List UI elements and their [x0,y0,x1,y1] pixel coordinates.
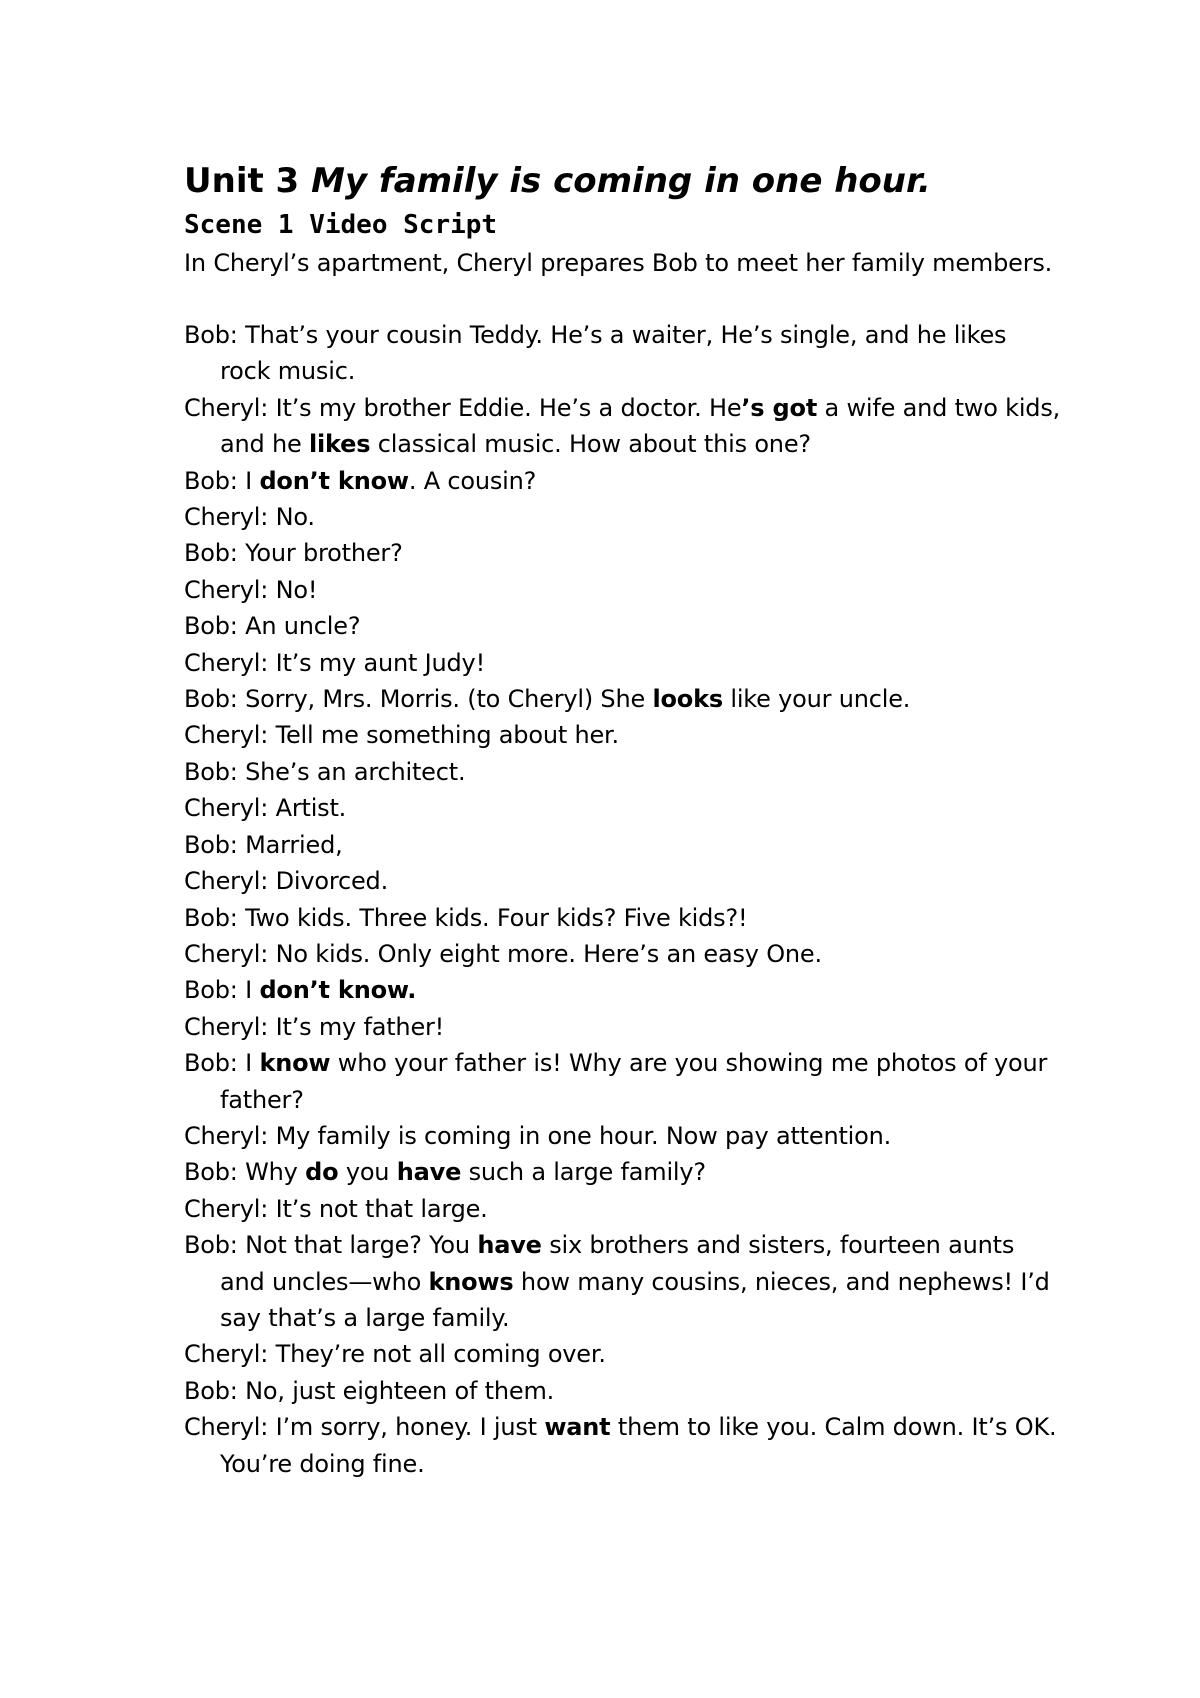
line-text: Two kids. Three kids. Four kids? Five kids?! [245,903,748,932]
line-text: No, just eighteen of them. [245,1376,555,1405]
line-text: An uncle? [245,612,361,641]
dialogue-line: Bob: She’s an architect. [184,757,466,786]
dialogue-line: Bob: Your brother? [184,539,403,568]
line-text: No. [275,503,315,532]
dialogue-line: Bob: Sorry, Mrs. Morris. (to Cheryl) She looks like your uncle. [184,685,911,714]
dialogue-line: Bob: An uncle? [184,612,361,641]
speaker-name: Bob [184,1049,230,1078]
dialogue-line: Cheryl: My family is coming in one hour. Now pay attention. [184,1121,892,1150]
line-text: Not that large? You [245,1231,478,1260]
emphasized-word: want [544,1413,611,1442]
script-page [184,157,1064,1482]
emphasized-word: have [477,1231,542,1260]
dialogue-line: Cheryl: Artist. [184,794,347,823]
dialogue-line: Bob: I don’t know. [184,976,417,1005]
speaker-name: Cheryl [184,648,261,677]
speaker-name: Cheryl [184,503,261,532]
line-text: It’s my brother Eddie. He’s a doctor. He [275,393,742,422]
line-text: who your father is! Why are you showing me photos of your father? [220,1049,1048,1114]
line-text: Tell me something about her. [275,721,619,750]
dialogue-line: Bob: I know who your father is! Why are you showing me photos of your father? [184,1049,1048,1114]
line-text: Divorced. [275,867,389,896]
speaker-name: Bob [184,757,230,786]
scene-subtitle: Scene 1 Video Script [184,210,498,240]
dialogue-line: Cheryl: It’s not that large. [184,1194,488,1223]
line-text: such a large family? [461,1158,706,1187]
speaker-name: Bob [184,1158,230,1187]
line-text: Artist. [275,794,347,823]
dialogue-line: Bob: That’s your cousin Teddy. He’s a waiter, He’s single, and he likes rock music. [184,321,1007,386]
speaker-name: Cheryl [184,794,261,823]
speaker-name: Cheryl [184,575,261,604]
line-text: a wife and two kids, and he [220,393,1061,459]
speaker-name: Bob [184,321,230,349]
line-text: I [245,1049,260,1078]
emphasized-word: have [396,1158,462,1187]
speaker-name: Cheryl [184,721,261,750]
dialogue-line: Cheryl: They’re not all coming over. [184,1340,606,1369]
line-text: Sorry, Mrs. Morris. (to Cheryl) She [245,685,653,714]
line-text: They’re not all coming over. [275,1340,606,1369]
speaker-name: Bob [184,466,230,495]
line-text: Why [245,1158,306,1187]
line-text: It’s not that large. [275,1194,488,1223]
dialogue-line: Cheryl: It’s my father! [184,1012,445,1041]
speaker-name: Bob [184,685,230,714]
emphasized-word: ’s got [741,393,818,422]
dialogue-line: Bob: Two kids. Three kids. Four kids? Five kids?! [184,903,748,932]
speaker-name: Bob [184,539,230,568]
scene-intro: In Cheryl’s apartment, Cheryl prepares Bob to meet her family members. [184,249,1053,277]
dialogue-line: Cheryl: I’m sorry, honey. I just want them to like you. Calm down. It’s OK. You’re doing fine. [184,1413,1057,1478]
dialogue-line: Cheryl: It’s my brother Eddie. He’s a doctor. He’s got a wife and two kids, and he likes classical music. How about this one? [184,393,1061,459]
speaker-name: Cheryl [184,1121,261,1150]
unit-title-italic: My family is coming in one hour. [311,161,931,201]
line-text: . A cousin? [408,466,537,495]
speaker-name: Cheryl [184,1413,261,1442]
line-text: No! [275,575,318,604]
dialogue-line: Bob: Not that large? You have six brothers and sisters, fourteen aunts and uncles—who knows how many cousins, nieces, and nephews! I’d say that’s a large family. [184,1231,1050,1332]
line-text: you [338,1158,397,1187]
line-text: six brothers and sisters, fourteen aunts and uncles—who [220,1231,1015,1296]
dialogue-line: Bob: No, just eighteen of them. [184,1376,555,1405]
line-text: No kids. Only eight more. Here’s an easy One. [275,939,822,968]
speaker-name: Cheryl [184,1194,261,1223]
unit-title [184,157,1064,205]
dialogue-line: Cheryl: It’s my aunt Judy! [184,648,485,677]
speaker-name: Bob [184,1231,230,1260]
line-text: like your uncle. [722,685,911,714]
emphasized-word: know [259,1049,331,1078]
dialogue [184,317,1064,1482]
line-text: She’s an architect. [245,757,466,786]
line-text: Married, [245,830,343,859]
speaker-name: Bob [184,976,230,1005]
speaker-name: Cheryl [184,1340,261,1369]
dialogue-line: Cheryl: Divorced. [184,867,389,896]
dialogue-line: Bob: I don’t know. A cousin? [184,466,537,495]
line-text: I’m sorry, honey. I just [275,1413,545,1442]
emphasized-word: looks [652,685,723,714]
line-text: them to like you. Calm down. It’s OK. You’re doing fine. [220,1413,1057,1478]
dialogue-line: Cheryl: Tell me something about her. [184,721,619,750]
emphasized-word: don’t know. [259,976,417,1005]
dialogue-line: Cheryl: No! [184,575,318,604]
speaker-name: Cheryl [184,939,261,968]
line-text: It’s my aunt Judy! [275,648,485,677]
speaker-name: Bob [184,903,230,932]
speaker-name: Bob [184,612,230,641]
line-text: I [245,466,260,495]
line-text: That’s your cousin Teddy. He’s a waiter, He’s single, and he likes rock music. [220,321,1007,386]
line-text: I [245,976,260,1005]
line-text: Your brother? [245,539,403,568]
emphasized-word: likes [309,430,371,459]
speaker-name: Bob [184,830,230,859]
speaker-name: Bob [184,1376,230,1405]
dialogue-line: Bob: Married, [184,830,343,859]
dialogue-line: Cheryl: No kids. Only eight more. Here’s an easy One. [184,939,822,968]
line-text: classical music. How about this one? [370,430,811,459]
line-text: how many cousins, nieces, and nephews! I’d say that’s a large family. [220,1267,1050,1332]
emphasized-word: knows [428,1267,514,1296]
speaker-name: Cheryl [184,1012,261,1041]
line-text: It’s my father! [275,1012,445,1041]
emphasized-word: don’t know [259,466,409,495]
speaker-name: Cheryl [184,867,261,896]
emphasized-word: do [305,1158,339,1187]
dialogue-line: Cheryl: No. [184,503,315,532]
speaker-name: Cheryl [184,393,261,422]
dialogue-line: Bob: Why do you have such a large family? [184,1158,706,1187]
unit-label: Unit 3 [184,161,312,201]
line-text: My family is coming in one hour. Now pay attention. [275,1121,892,1150]
